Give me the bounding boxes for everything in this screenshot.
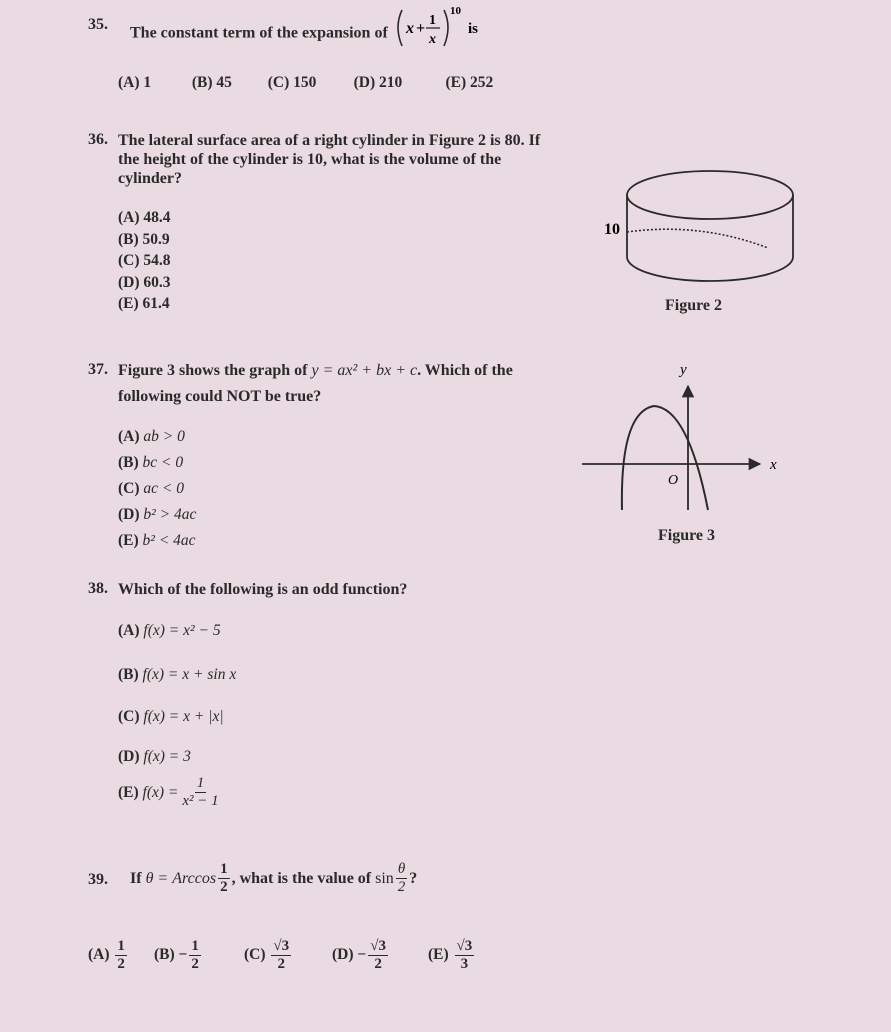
q39-choice-c[interactable]: (C) $\frac{√3}{2}$ — [244, 937, 290, 972]
q38-choice-c[interactable]: (C) f(x) = x + |x| — [118, 708, 224, 725]
q39-choices — [88, 930, 476, 980]
q36-choices — [118, 207, 171, 315]
figure-2-caption: Figure 2 — [665, 297, 723, 314]
q35-choice-b[interactable]: (B) 45 — [191, 74, 232, 91]
q39-qmark: ? — [409, 869, 418, 887]
q38-choice-a[interactable]: (A) f(x) = x² − 5 — [118, 622, 221, 639]
q39-choice-d[interactable]: (D) − $\frac{√3}{2}$ — [332, 937, 386, 972]
cylinder-radius-dotted — [627, 229, 768, 248]
q36-line-2: the height of the cylinder is 10, what is the volume of the — [118, 151, 502, 168]
q35-choice-e[interactable]: (E) 252 — [445, 74, 494, 91]
q39-choice-e[interactable]: (E) $\frac{√3}{3}$ — [428, 937, 473, 972]
q39-half-fraction: $\frac{1}{2}$ — [220, 860, 228, 895]
q37-stem — [118, 361, 588, 406]
q35-choice-a[interactable]: (A) 1 — [118, 74, 152, 91]
cylinder-height-label: 10 — [604, 221, 620, 238]
q39-choice-b[interactable]: (B) − $\frac{1}{2}$ — [154, 937, 199, 972]
q35-choices — [118, 74, 493, 92]
q35-expr-x: x — [405, 20, 414, 37]
q38-choice-b[interactable]: (B) f(x) = x + sin x — [118, 666, 237, 683]
q39-theta-fraction: $\frac{\theta}{2}$ — [397, 860, 406, 895]
q36-choice-d[interactable]: (D) 60.3 — [118, 273, 171, 291]
axis-x-label: x — [770, 457, 777, 473]
q35-frac-num: 1 — [428, 13, 436, 28]
cylinder-top-ellipse — [627, 171, 793, 219]
q37-line1-prefix: Figure 3 shows the graph of — [118, 362, 308, 379]
q39-sin: sin — [375, 869, 394, 887]
q38-number: 38. — [88, 580, 108, 597]
q39-number: 39. — [88, 871, 108, 888]
q38-choice-d[interactable]: (D) f(x) = 3 — [118, 748, 191, 765]
q37-number: 37. — [88, 361, 108, 378]
cylinder-bottom-front — [627, 257, 793, 281]
parabola-figure — [580, 360, 810, 520]
q37-equation: y = ax² + bx + c — [311, 362, 418, 379]
q37-choice-a[interactable]: (A) ab > 0 — [118, 428, 185, 445]
q37-line-2: following could NOT be true? — [118, 388, 322, 405]
q37-line1-suffix: . Which of the — [417, 362, 513, 379]
q35-suffix: is — [467, 21, 478, 37]
q36-choice-c[interactable]: (C) 54.8 — [118, 252, 171, 269]
q39-stem — [130, 858, 417, 898]
origin-label: O — [668, 473, 679, 488]
q36-stem — [118, 131, 588, 188]
q37-choice-d[interactable]: (D) b² > 4ac — [118, 506, 197, 523]
q35-stem — [130, 5, 492, 52]
q39-if: If — [130, 869, 142, 887]
q35-choice-d[interactable]: (D) 210 — [353, 74, 403, 91]
parabola-curve — [622, 406, 708, 510]
q35-frac-den: x — [428, 32, 436, 47]
q38-choices — [118, 621, 236, 810]
q35-text: The constant term of the expansion of — [130, 24, 388, 42]
q35-expr-plus: + — [415, 20, 425, 37]
q35-number: 35. — [88, 16, 108, 33]
q36-choice-e[interactable]: (E) 61.4 — [118, 295, 170, 312]
q36-line-1: The lateral surface area of a right cylinder in Figure 2 is 80. If — [118, 132, 541, 149]
q35-choice-c[interactable]: (C) 150 — [267, 74, 317, 91]
q37-choice-c[interactable]: (C) ac < 0 — [118, 480, 184, 497]
q35-exponent: 10 — [449, 5, 461, 17]
q36-number: 36. — [88, 131, 108, 148]
q39-middle: , what is the value of — [231, 869, 372, 887]
cylinder-figure — [600, 160, 800, 290]
axis-y-label: y — [680, 362, 687, 378]
figure-3-caption: Figure 3 — [658, 527, 716, 544]
q36-choice-b[interactable]: (B) 50.9 — [118, 230, 170, 248]
q38-text: Which of the following is an odd function? — [118, 581, 408, 598]
q37-choice-b[interactable]: (B) bc < 0 — [118, 454, 184, 471]
q37-choice-e[interactable]: (E) b² < 4ac — [118, 532, 196, 549]
q39-theta-expr: θ = Arccos — [145, 869, 217, 887]
q39-choice-a[interactable]: (A) $\frac{1}{2}$ — [88, 937, 125, 972]
q36-choice-a[interactable]: (A) 48.4 — [118, 209, 171, 226]
q35-expression — [392, 2, 492, 52]
q38-choice-e[interactable]: (E) f(x) = $\frac{1}{\text{x² − 1}}$ — [118, 775, 219, 809]
q37-choices — [118, 424, 196, 554]
q36-line-3: cylinder? — [118, 170, 182, 187]
